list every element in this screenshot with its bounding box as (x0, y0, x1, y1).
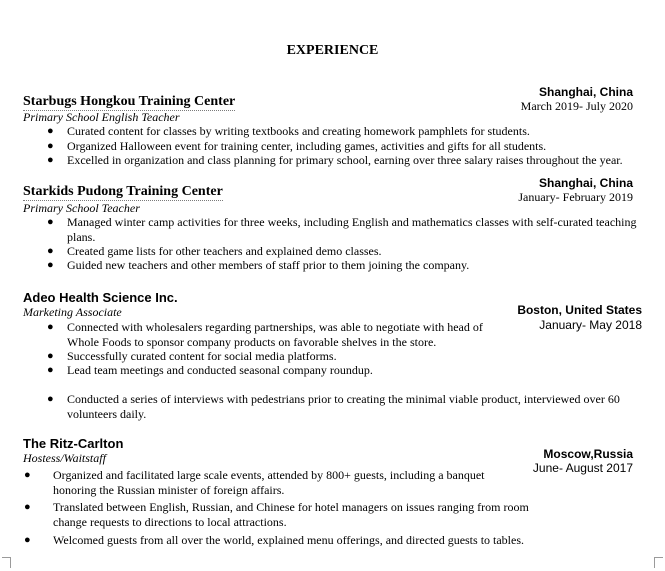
page-corner-mark (2, 557, 11, 568)
bullet-text: Translated between English, Russian, and Chinese for hotel managers on issues ranging from room change requests to directions to local attractions. (53, 500, 529, 529)
job-location: Boston, United States (517, 303, 642, 317)
job-location: Shanghai, China (538, 176, 633, 190)
bullet-icon: ● (47, 216, 54, 228)
bullet-icon: ● (47, 125, 54, 137)
bullet-icon: ● (47, 350, 54, 362)
job-dates: January- May 2018 (539, 318, 642, 332)
bullet-text: Organized and facilitated large scale events, attended by 800+ guests, including a banquet honoring the Russian minister of foreign affairs. (53, 468, 485, 497)
job-role: Primary School Teacher (23, 201, 140, 215)
bullet-icon: ● (47, 393, 54, 405)
bullet-text: Guided new teachers and other members of staff prior to them joining the company. (67, 258, 470, 272)
bullet-text: Organized Halloween event for training center, including games, activities and gifts for all students. (67, 139, 547, 153)
company-name: Starbugs Hongkou Training Center (23, 94, 236, 109)
job-location: Shanghai, China (538, 85, 633, 99)
job-role: Hostess/Waitstaff (23, 451, 106, 465)
job-dates: January- February 2019 (518, 190, 633, 204)
bullet-icon: ● (24, 534, 31, 546)
job-location: Moscow,Russia (543, 447, 633, 461)
bullet-text: Welcomed guests from all over the world, explained menu offerings, and directed guests to tables. (53, 533, 525, 547)
bullet-text: Curated content for classes by writing textbooks and creating homework pamphlets for students. (67, 124, 530, 138)
job-dates: June- August 2017 (532, 461, 633, 475)
bullet-text: Created game lists for other teachers and explained demo classes. (67, 244, 382, 258)
bullet-icon: ● (24, 469, 31, 481)
bullet-icon: ● (47, 321, 54, 333)
job-role: Marketing Associate (23, 305, 122, 319)
bullet-text: Connected with wholesalers regarding partnerships, was able to negotiate with head of Whole Foods to sponsor company products on favorable shelves in the store. (67, 320, 483, 349)
company-name: Adeo Health Science Inc. (23, 290, 178, 305)
page-corner-mark (654, 557, 663, 568)
bullet-text: Managed winter camp activities for three weeks, including English and mathematics classes with self-curated teaching plans. (67, 215, 637, 244)
bullet-text: Conducted a series of interviews with pedestrians prior to creating the minimal viable product, interviewed over 60 volunteers daily. (67, 392, 620, 421)
job-dates: March 2019- July 2020 (520, 99, 633, 113)
bullet-icon: ● (47, 245, 54, 257)
bullet-text: Excelled in organization and class planning for primary school, earning over three salary raises throughout the year. (67, 153, 623, 167)
bullet-icon: ● (47, 154, 54, 166)
bullet-icon: ● (24, 501, 31, 513)
company-name: The Ritz-Carlton (23, 436, 124, 451)
bullet-icon: ● (47, 259, 54, 271)
bullet-icon: ● (47, 364, 54, 376)
bullet-icon: ● (47, 140, 54, 152)
job-role: Primary School English Teacher (23, 110, 180, 124)
bullet-text: Successfully curated content for social media platforms. (67, 349, 337, 363)
company-name: Starkids Pudong Training Center (23, 184, 223, 199)
section-title: EXPERIENCE (286, 43, 379, 58)
bullet-text: Lead team meetings and conducted seasonal company roundup. (67, 363, 373, 377)
